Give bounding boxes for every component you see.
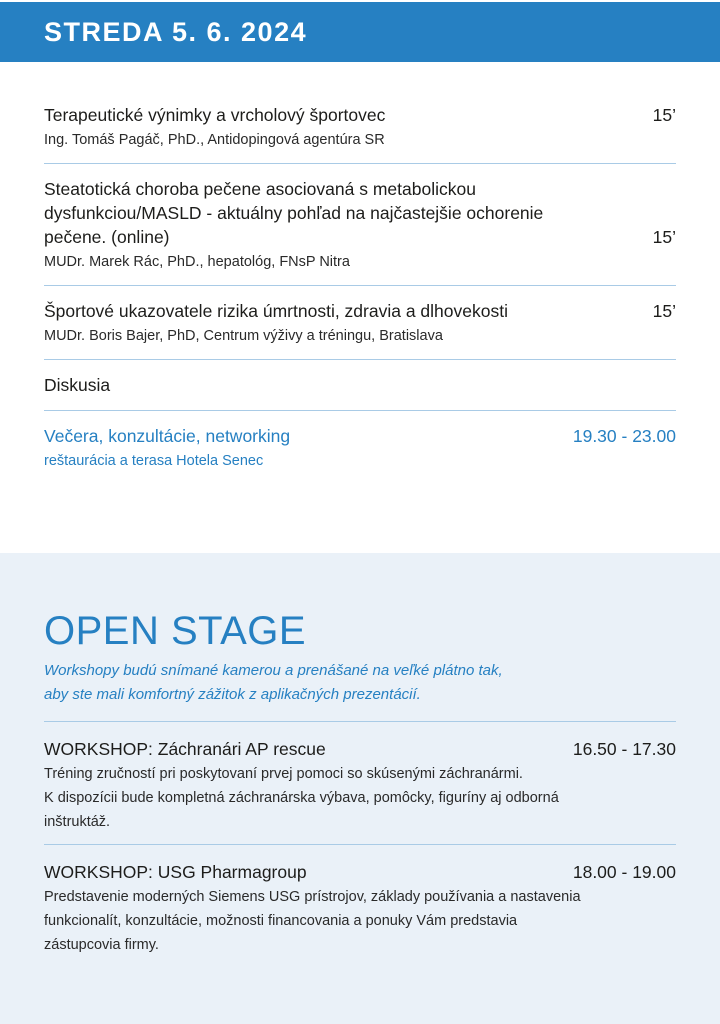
workshop-item: [44, 721, 676, 844]
workshop-description: [44, 885, 676, 957]
program-item-title: Terapeutické výnimky a vrcholový športovec: [44, 105, 386, 125]
program-item-speaker: Ing. Tomáš Pagáč, PhD., Antidopingová agentúra SR: [44, 132, 385, 148]
workshop-description: [44, 762, 676, 834]
program-item-title: Diskusia: [44, 375, 111, 395]
workshop-item: [44, 844, 676, 967]
workshop-description-line: Tréning zručností pri poskytovaní prvej pomoci so skúsenými záchranármi.: [44, 766, 523, 782]
workshop-description-line: zástupcovia firmy.: [44, 937, 159, 953]
program-item-title: Steatotická choroba pečene asociovaná s metabolickou dysfunkciou/MASLD - aktuálny pohľad na najčastejšie ochorenie pečene. (online): [44, 179, 544, 247]
program-item: [44, 286, 676, 360]
program-item: [44, 90, 676, 164]
workshop-description-line: funkcionalít, konzultácie, možnosti financovania a ponuky Vám predstavia: [44, 913, 518, 929]
program-item-duration: 15’: [652, 227, 676, 247]
workshop-title: WORKSHOP: USG Pharmagroup: [44, 862, 307, 882]
open-stage-intro-line: aby ste mali komfortný zážitok z aplikačných prezentácií.: [44, 686, 421, 703]
program-item-duration: 15’: [652, 105, 676, 125]
program-list: [44, 90, 676, 484]
day-header: [0, 2, 720, 62]
program-item-time: 19.30 - 23.00: [572, 426, 676, 446]
program-item-dinner: [44, 411, 676, 484]
program-item: [44, 164, 676, 286]
day-title: STREDA 5. 6. 2024: [44, 17, 308, 47]
open-stage-title: OPEN STAGE: [44, 609, 307, 653]
program-item-title: Večera, konzultácie, networking: [44, 426, 291, 446]
program-item-speaker: MUDr. Marek Rác, PhD., hepatológ, FNsP Nitra: [44, 254, 350, 270]
program-item-duration: 15’: [652, 301, 676, 321]
open-stage-intro: [44, 659, 644, 707]
program-item-venue: reštaurácia a terasa Hotela Senec: [44, 453, 264, 469]
workshop-title: WORKSHOP: Záchranári AP rescue: [44, 739, 326, 759]
open-stage-intro-line: Workshopy budú snímané kamerou a prenášané na veľké plátno tak,: [44, 662, 503, 679]
workshop-list: [44, 721, 676, 967]
workshop-description-line: K dispozícii bude kompletná záchranárska výbava, pomôcky, figuríny aj odborná: [44, 790, 559, 806]
workshop-time: 16.50 - 17.30: [572, 739, 676, 759]
workshop-description-line: inštruktáž.: [44, 814, 111, 830]
program-item-speaker: MUDr. Boris Bajer, PhD, Centrum výživy a tréningu, Bratislava: [44, 328, 443, 344]
open-stage-section: [0, 553, 720, 1024]
program-item-discussion: [44, 360, 676, 411]
workshop-description-line: Predstavenie moderných Siemens USG prístrojov, základy používania a nastavenia: [44, 889, 581, 905]
program-item-title: Športové ukazovatele rizika úmrtnosti, zdravia a dlhovekosti: [44, 301, 508, 321]
workshop-time: 18.00 - 19.00: [572, 862, 676, 882]
